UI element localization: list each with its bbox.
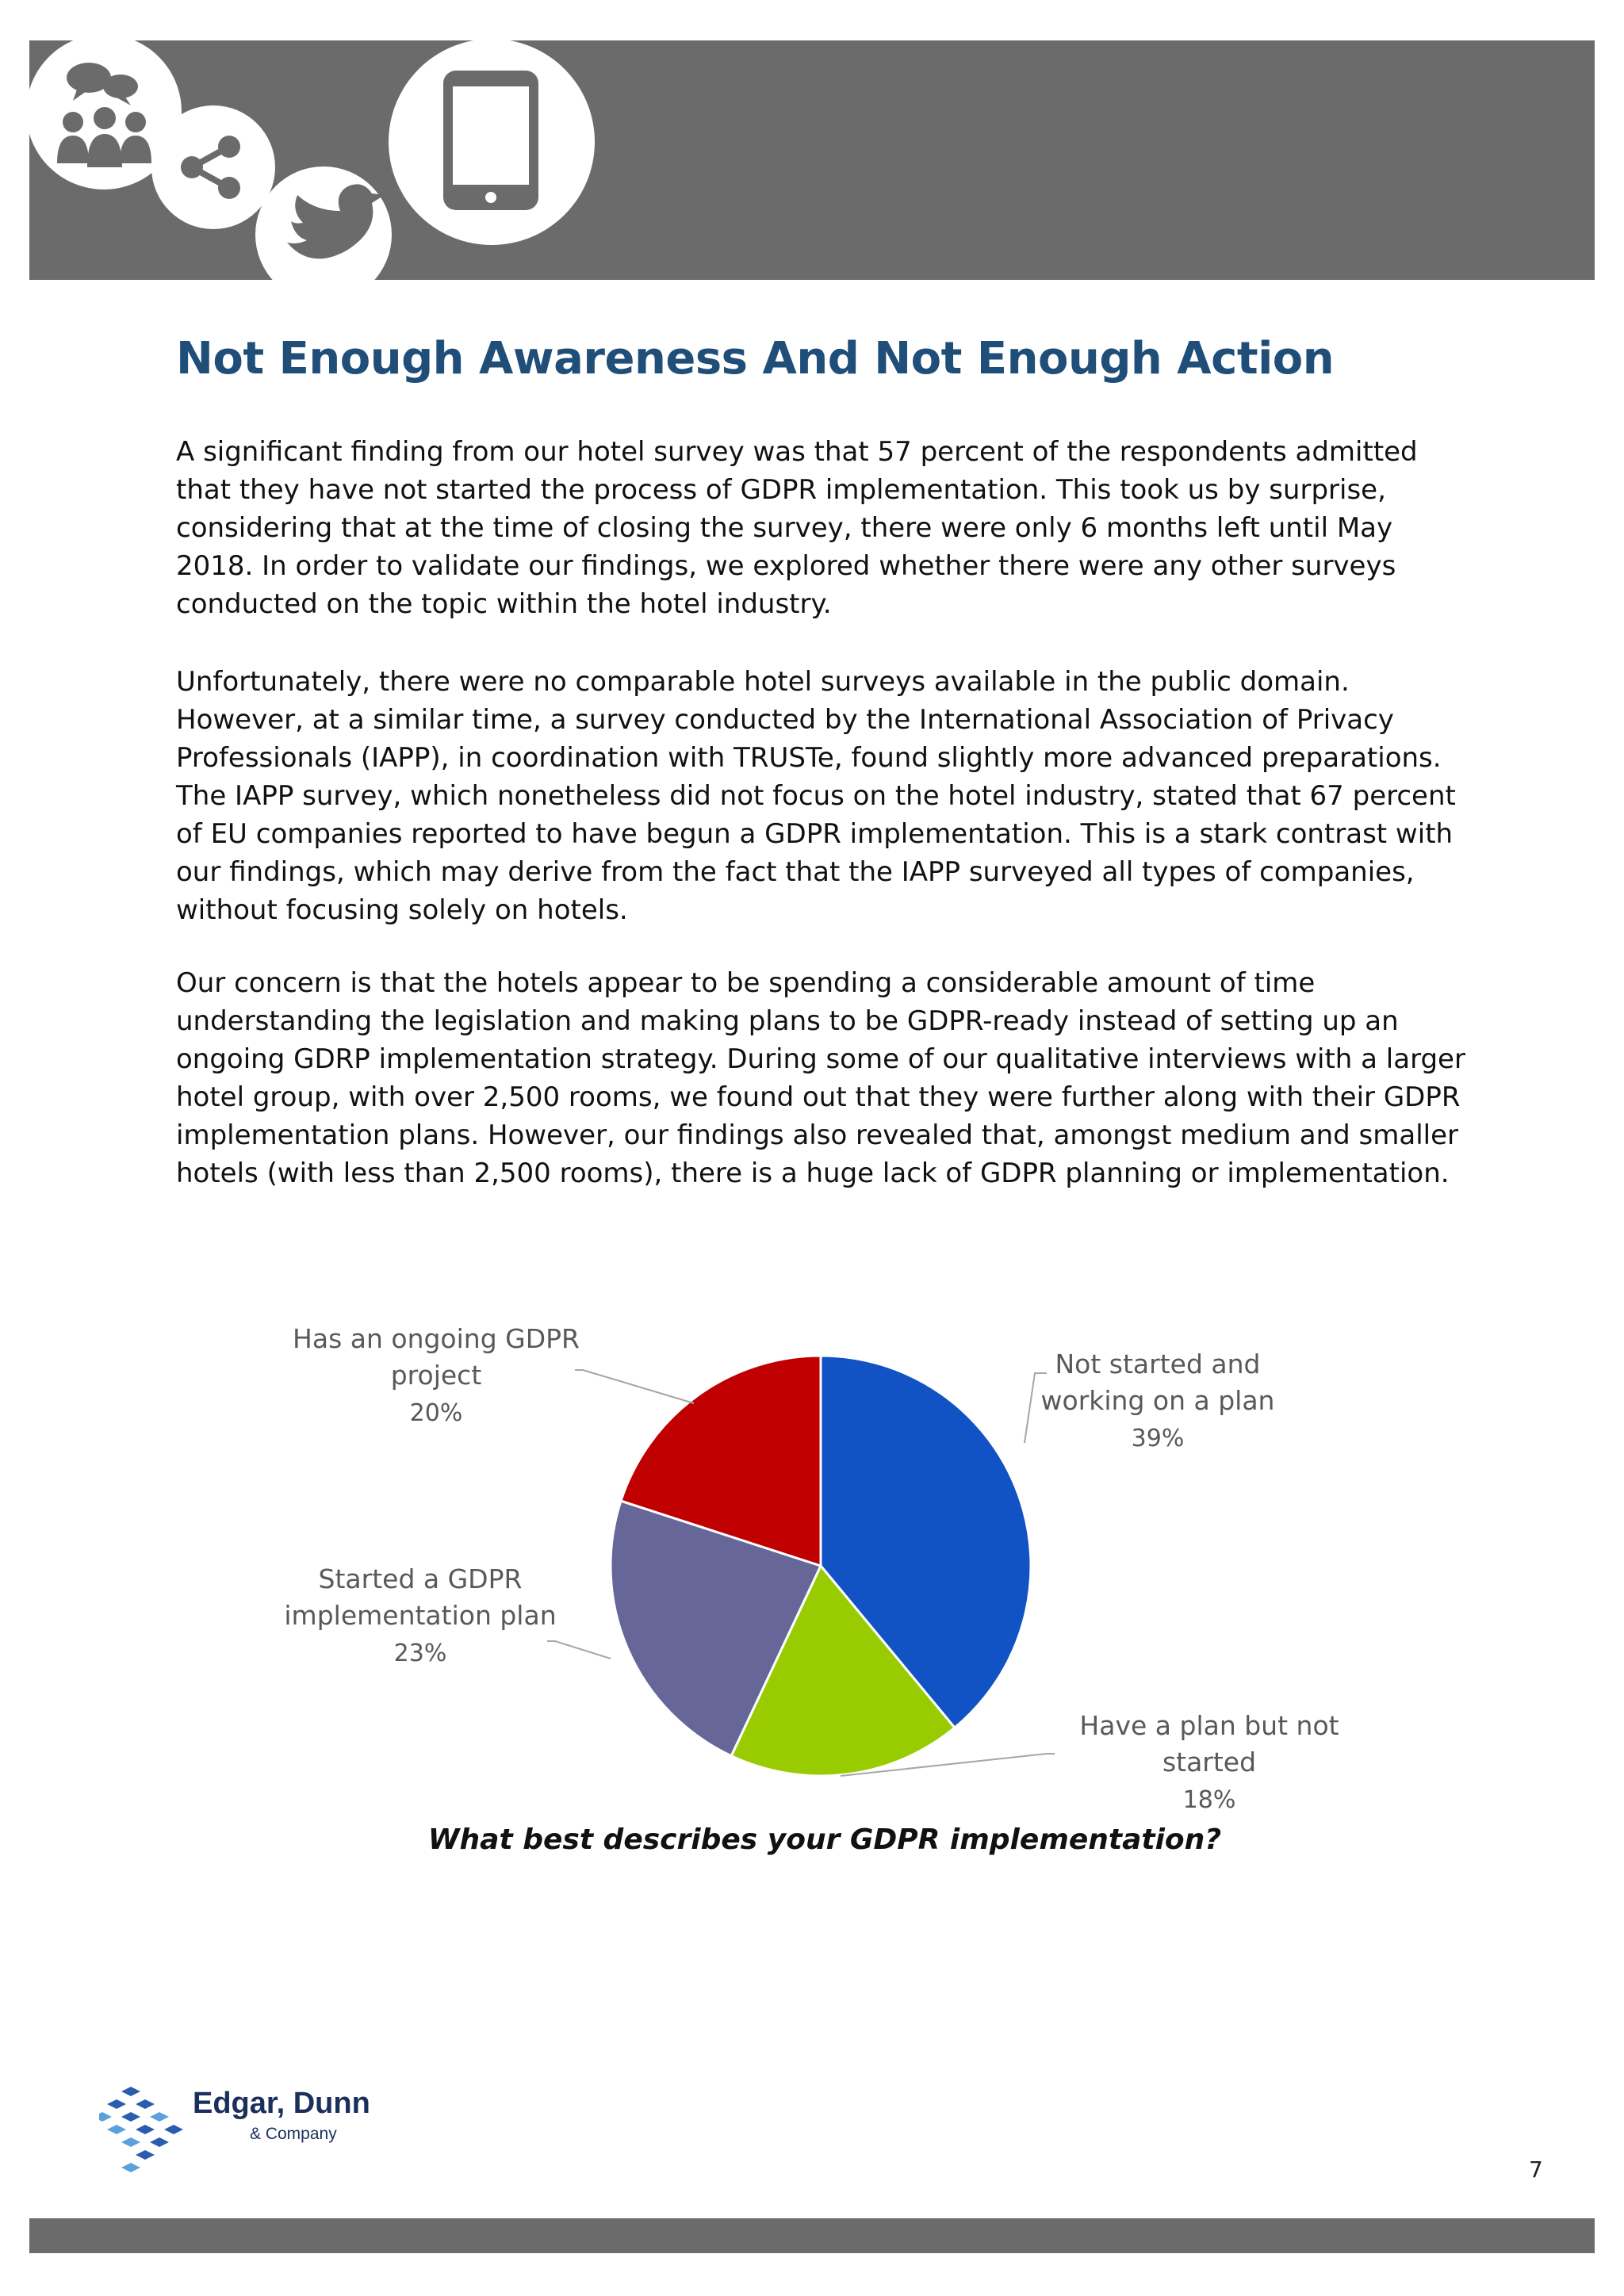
slice-category-label: implementation plan [284,1600,557,1631]
body-paragraph-3: Our concern is that the hotels appear to be spending a considerable amount of time understanding the legislation and making plans to be GDPR-ready instead of setting up an ongoing GDRP implementation strategy. During some of our qualitative interviews with a larger hotel group, with over 2,500 rooms, we found out that they were further along with their GDPR implementation plans. However, our findings also revealed that, amongst medium and smaller hotels (with less than 2,500 rooms), there is a huge lack of GDPR planning or implementation. [176,967,1465,1189]
slice-percent-label: 20% [409,1399,463,1427]
logo-subtitle: & Company [250,2125,337,2143]
slice-category-label: working on a plan [1040,1385,1275,1416]
page-number: 7 [1529,2156,1543,2183]
smartphone-icon [389,40,595,245]
pie-chart [238,1300,1411,1887]
logo-name: Edgar, Dunn [193,2087,370,2120]
label-leader-line [547,1641,611,1659]
label-leader-line [575,1370,694,1403]
slice-category-label: project [390,1360,482,1391]
company-logo [99,2085,370,2172]
header-icons [29,40,1595,280]
slice-category-label: started [1162,1747,1257,1777]
chart-title: What best describes your GDPR implementation? [427,1823,1222,1856]
slice-percent-label: 39% [1131,1425,1185,1452]
page-title: Not Enough Awareness And Not Enough Action [176,333,1335,385]
slice-percent-label: 18% [1182,1786,1236,1814]
slice-category-label: Not started and [1055,1349,1261,1380]
share-icon [151,105,275,229]
slice-category-label: Have a plan but not [1079,1710,1339,1741]
header-banner [29,40,1595,280]
body-paragraph-1: A significant finding from our hotel survey was that 57 percent of the respondents admitted that they have not started the process of GDPR implementation. This took us by surprise, considering that at the time of closing the survey, there were only 6 months left until May 2018. In order to validate our findings, we explored whether there were any other surveys conducted on the topic within the hotel industry. [176,436,1418,620]
slice-category-label: Has an ongoing GDPR [293,1323,580,1354]
twitter-bird-icon [255,166,392,280]
slice-percent-label: 23% [393,1640,447,1667]
slice-category-label: Started a GDPR [318,1563,523,1594]
pie-chart-svg [238,1300,1411,1823]
body-paragraph-2: Unfortunately, there were no comparable hotel surveys available in the public domain. However, at a similar time, a survey conducted by the International Association of Privacy Professionals (IAPP), in coordination with TRUSTe, found slightly more advanced preparations. The IAPP survey, which nonetheless did not focus on the hotel industry, stated that 67 percent of EU companies reported to have begun a GDPR implementation. This is a stark contrast with our findings, which may derive from the fact that the IAPP surveyed all types of companies, without focusing solely on hotels. [176,666,1456,926]
logo-cubes-icon [99,2085,186,2172]
footer-bar [29,2218,1595,2253]
